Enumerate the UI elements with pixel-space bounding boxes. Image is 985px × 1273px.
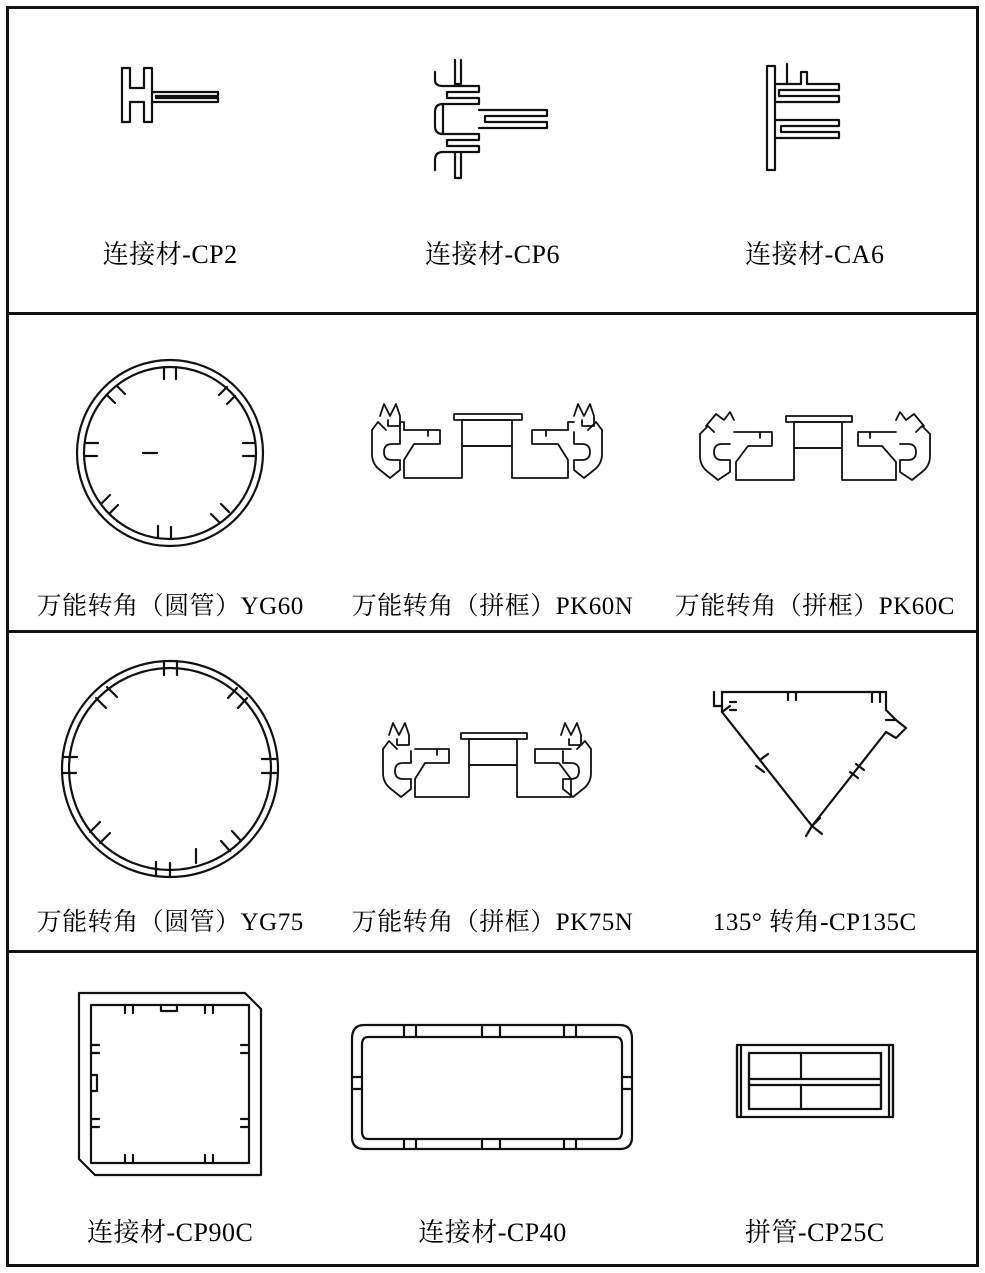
cp6-profile-icon: [387, 50, 597, 200]
yg60-round-tube-icon: [63, 346, 278, 561]
figure-row: [9, 315, 976, 633]
pk60n-frame-figure: [331, 315, 653, 593]
cp2-profile-icon: [70, 50, 270, 200]
figure-caption: 135° 转角-CP135C: [712, 908, 917, 936]
yg75-round-tube-figure: [9, 633, 331, 909]
pk60c-frame-figure: [654, 315, 976, 593]
figure-caption: 万能转角（圆管）YG60: [36, 592, 304, 620]
cp90c-square-tube-figure: [9, 953, 331, 1219]
figure-caption: 万能转角（圆管）YG75: [36, 908, 304, 936]
figure-cell-ca6: [654, 9, 976, 312]
figure-caption: 连接材-CP2: [102, 240, 238, 270]
figure-cell-pk75n: [331, 633, 653, 950]
cp25c-joint-tube-icon: [715, 1031, 915, 1141]
cp135c-corner-icon: [700, 676, 930, 866]
figure-caption: 连接材-CP90C: [87, 1218, 254, 1248]
cp25c-joint-tube-figure: [654, 953, 976, 1219]
cp40-rect-tube-icon: [342, 999, 642, 1174]
figure-cell-cp40: [331, 953, 653, 1264]
figure-cell-cp90c: [9, 953, 331, 1264]
figure-cell-cp135c: [654, 633, 976, 950]
figure-cell-pk60c: [654, 315, 976, 630]
ca6-profile-figure: [654, 9, 976, 241]
cp2-profile-figure: [9, 9, 331, 241]
figure-grid: [9, 9, 976, 1264]
figure-cell-yg75: [9, 633, 331, 950]
cp90c-square-tube-icon: [65, 979, 275, 1194]
figure-caption: 连接材-CP6: [425, 240, 560, 270]
figure-caption: 万能转角（拼框）PK60C: [674, 592, 955, 620]
cp6-profile-figure: [331, 9, 653, 241]
figure-cell-pk60n: [331, 315, 653, 630]
figure-row: [9, 9, 976, 315]
figure-row: [9, 633, 976, 953]
figure-caption: 连接材-CP40: [418, 1218, 567, 1248]
cp40-rect-tube-figure: [331, 953, 653, 1219]
pk75n-frame-figure: [331, 633, 653, 909]
figure-caption: 连接材-CA6: [745, 240, 885, 270]
cp135c-corner-figure: [654, 633, 976, 909]
pk75n-frame-icon: [375, 703, 610, 838]
figure-cell-cp2: [9, 9, 331, 312]
figure-row: [9, 953, 976, 1264]
pk60n-frame-icon: [362, 386, 622, 521]
figure-caption: 拼管-CP25C: [744, 1218, 885, 1248]
figure-cell-cp25c: [654, 953, 976, 1264]
ca6-profile-icon: [715, 50, 915, 200]
pk60c-frame-icon: [690, 386, 940, 521]
yg60-round-tube-figure: [9, 315, 331, 593]
figure-cell-yg60: [9, 315, 331, 630]
yg75-round-tube-icon: [48, 651, 293, 891]
figure-caption: 万能转角（拼框）PK60N: [351, 592, 634, 620]
figure-cell-cp6: [331, 9, 653, 312]
figure-caption: 万能转角（拼框）PK75N: [351, 908, 634, 936]
